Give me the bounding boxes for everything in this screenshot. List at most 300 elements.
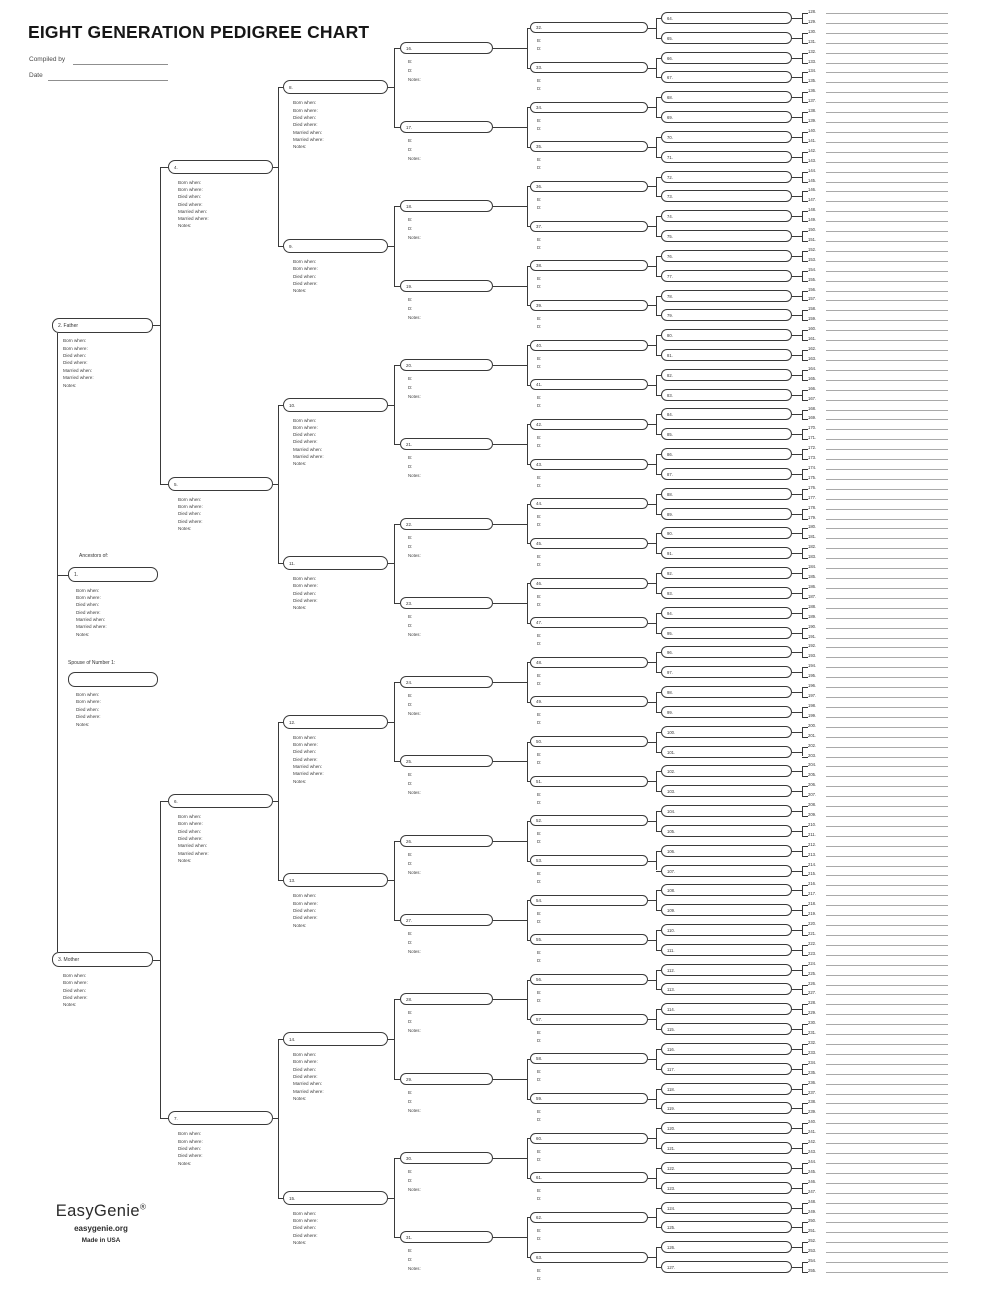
field-label: D: <box>537 482 542 488</box>
connector-line <box>527 623 531 624</box>
fields-block <box>537 475 541 491</box>
field-label: Notes: <box>293 605 307 611</box>
field-label: Died where: <box>63 360 88 366</box>
connector-line <box>802 261 808 262</box>
line-number: 133. <box>808 58 817 64</box>
connector-line <box>278 87 284 88</box>
ruled-line <box>826 82 948 83</box>
connector-line <box>656 177 661 178</box>
connector-line <box>802 400 808 401</box>
box-number-label: 16. <box>406 45 413 51</box>
fields-block <box>537 118 541 134</box>
ruled-line <box>826 439 948 440</box>
line-number: 176. <box>808 484 817 490</box>
field-label: B: <box>537 1188 542 1194</box>
connector-line <box>394 127 400 128</box>
connector-line <box>802 608 803 618</box>
ruled-line <box>826 1094 948 1095</box>
box-number-label: 17. <box>406 125 413 130</box>
connector-line <box>394 286 400 287</box>
ruled-line <box>826 92 948 93</box>
field-label: Born when: <box>293 258 317 264</box>
connector-line <box>278 87 279 246</box>
connector-line <box>792 533 802 534</box>
connector-line <box>160 1118 168 1119</box>
field-label: B: <box>408 58 413 64</box>
field-label: Notes: <box>408 949 421 955</box>
connector-line <box>792 1009 802 1010</box>
connector-line <box>527 702 531 703</box>
connector-line <box>802 310 808 311</box>
connector-line <box>802 489 803 499</box>
connector-line <box>802 806 803 816</box>
person-box-121 <box>661 1142 792 1154</box>
field-label: Married when: <box>293 129 323 135</box>
field-label: D: <box>408 67 413 73</box>
connector-line <box>802 1203 808 1204</box>
connector-line <box>802 757 808 758</box>
connector-line <box>802 568 803 578</box>
connector-line <box>802 1064 803 1074</box>
field-label: Notes: <box>408 1186 421 1192</box>
box-number-label: 30. <box>406 1155 413 1161</box>
field-label: Died where: <box>76 609 101 615</box>
connector-line <box>160 801 168 802</box>
connector-line <box>527 583 531 584</box>
connector-line <box>792 1168 802 1169</box>
field-label: Born when: <box>178 496 202 502</box>
connector-line <box>648 781 656 782</box>
connector-line <box>656 256 661 257</box>
connector-line <box>792 811 802 812</box>
box-number-label: 101. <box>667 749 676 755</box>
field-label: Born where: <box>76 699 101 705</box>
box-number-label: 74. <box>667 214 673 220</box>
field-label: B: <box>408 1089 413 1095</box>
fields-block <box>408 1169 421 1196</box>
connector-line <box>656 1009 657 1029</box>
ruled-line <box>826 915 948 916</box>
line-number: 215. <box>808 871 817 877</box>
connector-line <box>527 28 528 68</box>
connector-line <box>394 524 395 603</box>
connector-line <box>802 489 808 490</box>
box-number-label: 5. <box>174 481 178 487</box>
line-number: 185. <box>808 574 817 580</box>
field-label: Born where: <box>178 504 203 510</box>
ruled-line <box>826 806 948 807</box>
ruled-line <box>826 598 948 599</box>
box-number-label: 45. <box>536 540 543 546</box>
line-number: 163. <box>808 355 817 361</box>
box-number-label: 1. <box>74 572 79 578</box>
connector-line <box>802 1044 803 1054</box>
ruled-line <box>826 23 948 24</box>
person-box-42 <box>530 419 648 430</box>
field-label: D: <box>537 204 542 210</box>
connector-line <box>802 925 808 926</box>
connector-line <box>802 588 803 598</box>
box-number-label: 96. <box>667 650 673 656</box>
connector-line <box>802 1203 803 1213</box>
field-label: Notes: <box>293 1239 307 1245</box>
ruled-line <box>826 1064 948 1065</box>
connector-line <box>802 786 803 796</box>
connector-line <box>802 1183 803 1193</box>
box-number-label: 63. <box>536 1254 543 1260</box>
line-number: 252. <box>808 1238 817 1244</box>
connector-line <box>394 841 395 920</box>
connector-line <box>802 1113 808 1114</box>
line-number: 243. <box>808 1149 817 1155</box>
connector-line <box>802 330 808 331</box>
connector-line <box>802 707 803 717</box>
connector-line <box>792 355 802 356</box>
field-label: Notes: <box>178 857 192 863</box>
line-number: 153. <box>808 256 817 262</box>
ruled-line <box>826 13 948 14</box>
made-in-usa-label: Made in USA <box>81 1237 121 1244</box>
connector-line <box>802 638 808 639</box>
connector-line <box>792 434 802 435</box>
connector-line <box>394 841 400 842</box>
line-number: 212. <box>808 841 817 847</box>
ruled-line <box>826 72 948 73</box>
connector-line <box>648 623 656 624</box>
person-box-101 <box>661 746 792 758</box>
person-box-64 <box>661 12 792 24</box>
person-box-25 <box>400 755 493 767</box>
field-label: B: <box>537 712 542 718</box>
brand-name: EasyGenie <box>55 1202 140 1220</box>
connector-line <box>802 33 803 43</box>
ruled-line <box>826 1272 948 1273</box>
line-number: 130. <box>808 28 817 34</box>
connector-line <box>278 246 284 247</box>
field-label: Born when: <box>293 734 317 740</box>
field-label: D: <box>408 305 413 311</box>
field-label: Notes: <box>408 790 421 796</box>
connector-line <box>802 1103 808 1104</box>
person-box-86 <box>661 448 792 460</box>
ruled-line <box>826 261 948 262</box>
field-label: B: <box>408 1248 413 1254</box>
person-box-116 <box>661 1043 792 1055</box>
fields-block <box>537 356 541 372</box>
box-number-label: 41. <box>536 382 543 388</box>
person-box-66 <box>661 52 792 64</box>
box-number-label: 109. <box>667 908 676 914</box>
connector-line <box>802 479 808 480</box>
connector-line <box>527 980 531 981</box>
person-box-20 <box>400 359 493 371</box>
connector-line <box>802 459 808 460</box>
field-label: D: <box>537 86 542 92</box>
ruled-line <box>826 1103 948 1104</box>
box-number-label: 13. <box>289 878 296 884</box>
person-box-111 <box>661 944 792 956</box>
connector-line <box>656 633 661 634</box>
connector-line <box>648 861 656 862</box>
field-label: Born when: <box>293 1210 317 1216</box>
field-label: Notes: <box>408 393 421 399</box>
fields-block <box>537 950 541 966</box>
connector-line <box>493 365 527 366</box>
line-number: 211. <box>808 831 816 837</box>
box-number-label: 2. Father <box>58 322 79 329</box>
connector-line <box>527 742 528 782</box>
ruled-line <box>826 400 948 401</box>
connector-line <box>802 1004 808 1005</box>
connector-line <box>527 504 528 544</box>
field-label: Notes: <box>408 631 421 637</box>
connector-line <box>792 732 802 733</box>
field-label: Notes: <box>408 314 421 320</box>
field-label: D: <box>537 601 542 607</box>
ruled-line <box>826 776 948 777</box>
field-label: Born when: <box>76 587 100 593</box>
connector-line <box>802 429 808 430</box>
field-label: Born where: <box>63 980 88 986</box>
connector-line <box>802 320 808 321</box>
box-number-label: 48. <box>536 659 543 665</box>
connector-line <box>656 1108 661 1109</box>
connector-line <box>656 1069 661 1070</box>
line-number: 154. <box>808 266 817 272</box>
box-number-label: 77. <box>667 273 673 279</box>
line-number: 193. <box>808 653 817 659</box>
line-number: 246. <box>808 1178 817 1184</box>
fields-block <box>537 752 541 768</box>
ruled-line <box>826 291 948 292</box>
connector-line <box>656 1227 661 1228</box>
field-label: D: <box>537 680 542 686</box>
person-box-81 <box>661 349 792 361</box>
person-box-73 <box>661 190 792 202</box>
person-box-47 <box>530 617 648 628</box>
person-box-31 <box>400 1231 493 1243</box>
ruled-line <box>826 1143 948 1144</box>
connector-line <box>802 548 803 558</box>
connector-line <box>648 1178 656 1179</box>
connector-line <box>656 930 661 931</box>
connector-line <box>648 1257 656 1258</box>
person-box-92 <box>661 567 792 579</box>
box-number-label: 14. <box>289 1037 296 1043</box>
spouse-box <box>68 672 158 687</box>
person-box-107 <box>661 865 792 877</box>
field-label: D: <box>537 403 542 409</box>
person-box-21 <box>400 438 493 450</box>
connector-line <box>802 528 803 538</box>
ruled-line <box>826 558 948 559</box>
field-label: Died when: <box>178 1145 201 1151</box>
connector-line <box>792 177 802 178</box>
person-box-46 <box>530 578 648 589</box>
ruled-line <box>826 687 948 688</box>
fields-block <box>293 893 318 929</box>
field-label: B: <box>408 931 413 937</box>
field-label: Died where: <box>178 1153 203 1159</box>
line-number: 171. <box>808 435 817 441</box>
connector-line <box>648 107 656 108</box>
fields-block <box>293 576 318 612</box>
fields-block <box>408 931 421 958</box>
connector-line <box>656 1049 657 1069</box>
field-label: Notes: <box>408 156 421 161</box>
date-line <box>48 80 168 81</box>
line-number: 194. <box>808 663 817 669</box>
box-number-label: 82. <box>667 372 673 378</box>
line-number: 137. <box>808 98 817 104</box>
person-box-23 <box>400 597 493 609</box>
fields-block <box>178 814 209 865</box>
connector-line <box>802 875 808 876</box>
connector-line <box>802 598 808 599</box>
field-label: Born where: <box>293 1059 318 1065</box>
box-number-label: 97. <box>667 670 673 676</box>
line-number: 188. <box>808 603 817 609</box>
connector-line <box>792 1108 802 1109</box>
connector-line <box>656 890 657 910</box>
person-box-6 <box>168 794 273 808</box>
box-number-label: 67. <box>667 75 673 81</box>
fields-block <box>537 712 541 728</box>
connector-line <box>792 97 802 98</box>
line-number: 201. <box>808 732 817 738</box>
connector-line <box>802 23 808 24</box>
footer <box>28 1202 174 1244</box>
line-number: 192. <box>808 643 817 649</box>
ruled-line <box>826 638 948 639</box>
connector-line <box>527 147 531 148</box>
connector-line <box>527 861 531 862</box>
connector-line <box>802 340 808 341</box>
line-number: 139. <box>808 118 817 124</box>
connector-line <box>792 970 802 971</box>
box-number-label: 80. <box>667 333 673 339</box>
fields-block <box>408 1248 421 1275</box>
ruled-line <box>826 132 948 133</box>
connector-line <box>656 414 657 434</box>
field-label: D: <box>408 226 413 232</box>
connector-line <box>792 494 802 495</box>
connector-line <box>656 97 657 117</box>
field-label: Born where: <box>178 821 203 827</box>
ruled-line <box>826 836 948 837</box>
connector-line <box>656 1089 657 1109</box>
person-box-39 <box>530 300 648 311</box>
field-label: D: <box>537 284 542 290</box>
ruled-line <box>826 1133 948 1134</box>
field-label: D: <box>408 1257 413 1263</box>
connector-line <box>792 989 802 990</box>
connector-line <box>802 1123 803 1133</box>
connector-line <box>656 216 661 217</box>
connector-line <box>648 68 656 69</box>
connector-line <box>278 1039 284 1040</box>
person-box-103 <box>661 785 792 797</box>
person-box-55 <box>530 934 648 945</box>
field-label: D: <box>537 918 542 924</box>
line-number: 142. <box>808 147 817 153</box>
fields-block <box>178 180 209 231</box>
connector-line <box>802 82 808 83</box>
fields-block <box>537 633 541 649</box>
connector-line <box>802 122 808 123</box>
line-number: 132. <box>808 48 817 54</box>
line-number: 234. <box>808 1059 817 1065</box>
connector-line <box>792 375 802 376</box>
connector-line <box>527 1059 531 1060</box>
line-number: 179. <box>808 514 817 520</box>
connector-line <box>802 211 808 212</box>
connector-line <box>802 72 803 82</box>
connector-line <box>394 206 400 207</box>
ruled-line <box>826 281 948 282</box>
person-box-29 <box>400 1073 493 1085</box>
connector-line <box>278 405 284 406</box>
person-box-125 <box>661 1221 792 1233</box>
connector-line <box>802 687 803 697</box>
line-number: 131. <box>808 38 817 44</box>
field-label: Born when: <box>293 893 317 899</box>
person-box-114 <box>661 1003 792 1015</box>
field-label: D: <box>537 323 542 329</box>
connector-line <box>802 816 808 817</box>
connector-line <box>656 335 661 336</box>
ruled-line <box>826 191 948 192</box>
connector-line <box>802 677 808 678</box>
person-box-123 <box>661 1182 792 1194</box>
ruled-line <box>826 152 948 153</box>
connector-line <box>802 360 808 361</box>
person-box-19 <box>400 280 493 292</box>
connector-line <box>527 940 531 941</box>
connector-line <box>792 1069 802 1070</box>
field-label: Notes: <box>408 1107 421 1113</box>
ruled-line <box>826 1054 948 1055</box>
field-label: Born when: <box>293 1052 317 1058</box>
connector-line <box>802 1232 808 1233</box>
field-label: B: <box>537 1109 542 1115</box>
box-number-label: 23. <box>406 600 413 606</box>
connector-line <box>802 43 808 44</box>
fields-block <box>537 1069 541 1085</box>
person-box-126 <box>661 1241 792 1253</box>
person-box-16 <box>400 42 493 54</box>
connector-line <box>802 1262 803 1272</box>
ruled-line <box>826 717 948 718</box>
ruled-line <box>826 102 948 103</box>
connector-line <box>792 157 802 158</box>
connector-line <box>792 771 802 772</box>
connector-line <box>656 752 661 753</box>
field-label: Died where: <box>178 836 203 841</box>
field-label: B: <box>408 613 413 619</box>
connector-line <box>802 53 803 63</box>
connector-line <box>160 167 161 484</box>
line-number: 198. <box>808 702 817 708</box>
field-label: Notes: <box>408 869 421 875</box>
connector-line <box>656 494 661 495</box>
person-box-34 <box>530 102 648 113</box>
line-number: 217. <box>808 891 817 897</box>
fields-block <box>537 1228 541 1244</box>
connector-line <box>394 1158 400 1159</box>
line-number: 230. <box>808 1020 817 1026</box>
line-number: 159. <box>808 316 817 322</box>
